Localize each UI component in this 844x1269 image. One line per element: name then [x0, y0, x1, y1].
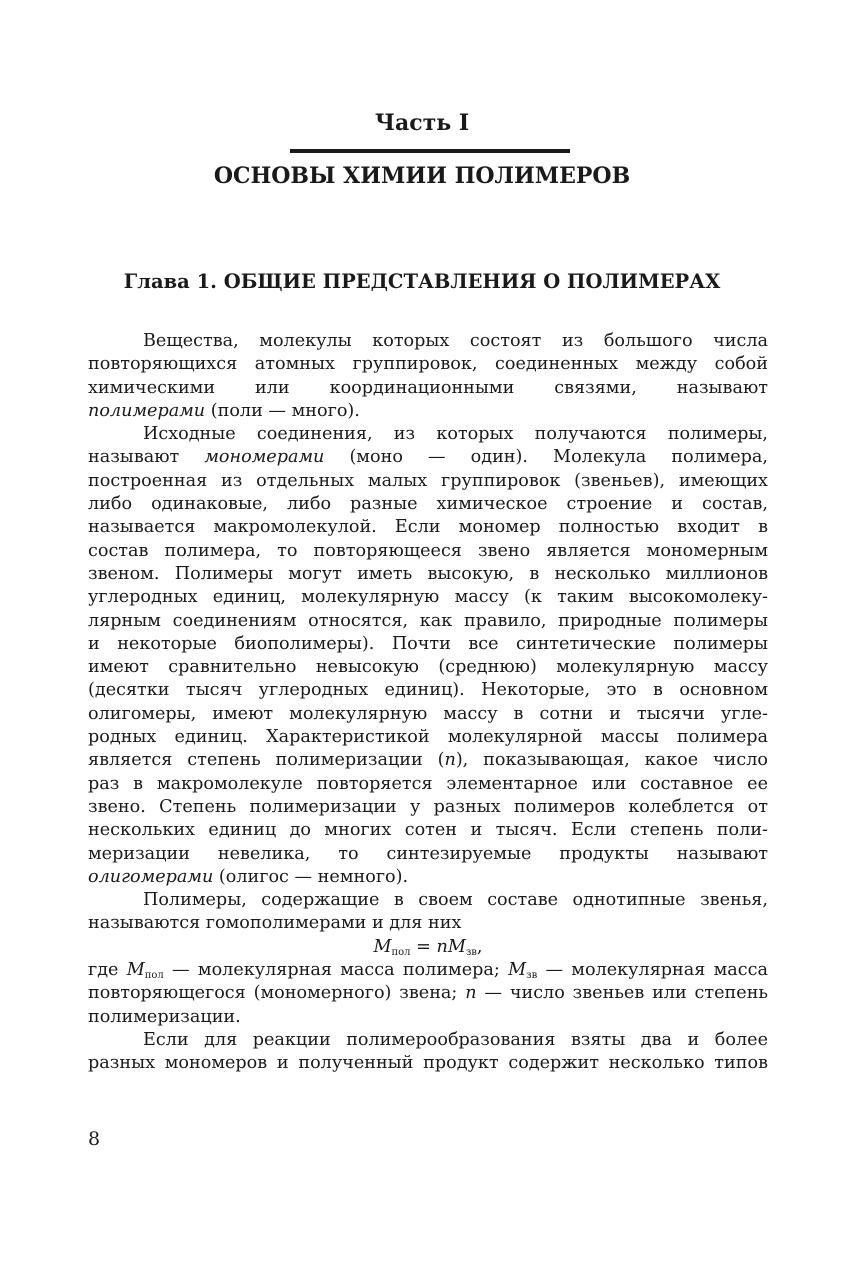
text-line: называется макромолекулой. Если мономер полностью входит в	[88, 517, 768, 538]
body-text	[88, 330, 768, 1076]
part-title: Часть I	[374, 110, 470, 136]
text-line: родных единиц. Характеристикой молекулярной массы полимера	[88, 727, 768, 748]
text-line: звено. Степень полимеризации у разных полимеров колеблется от	[88, 796, 768, 817]
text-line: имеют сравнительно невысокую (среднюю) молекулярную массу	[88, 657, 768, 678]
page-number: 8	[88, 1128, 101, 1150]
text-line: либо одинаковые, либо разные химическое строение и состав,	[88, 494, 768, 515]
text-line: разных мономеров и полученный продукт содержит несколько типов	[88, 1053, 768, 1074]
text-line: лярным соединениям относятся, как правило, природные полимеры	[88, 610, 768, 631]
text-line: звеном. Полимеры могут иметь высокую, в несколько миллионов	[88, 563, 768, 584]
text-line: Вещества, молекулы которых состоят из большого числа	[143, 331, 768, 351]
formula: $M_{пол} = nM_{зв}$,	[373, 936, 483, 958]
text-line: олигомеры, имеют молекулярную массу в сотни и тысячи угле-	[88, 703, 768, 724]
term-monomers: мономерами	[204, 447, 325, 468]
main-title: ОСНОВЫ ХИМИИ ПОЛИМЕРОВ	[213, 163, 631, 189]
text-line: состав полимера, то повторяющееся звено является мономерным	[88, 540, 768, 561]
text-line: полимеризации.	[88, 1006, 241, 1027]
term-oligomers: олигомерами	[88, 866, 214, 887]
text-line: нескольких единиц до многих сотен и тысяч. Если степень поли-	[88, 820, 768, 841]
text-line: повторяющихся атомных группировок, соединенных между собой	[88, 354, 768, 375]
text-line: химическими или координационными связями, называют	[88, 377, 768, 398]
text-line: повторяющегося (мономерного) звена; n — число звеньев или степень	[88, 983, 768, 1004]
text-line: где $M_{пол}$ — молекулярная масса полимера; $M_{зв}$ — молекулярная масса	[88, 960, 768, 982]
text-line: является степень полимеризации (n), показывающая, какое число	[88, 750, 769, 771]
text-line: углеродных единиц, молекулярную массу (к таким высокомолеку-	[88, 587, 768, 608]
text-line: (десятки тысяч углеродных единиц). Некоторые, это в основном	[88, 680, 768, 701]
text-line: и некоторые биополимеры). Почти все синтетические полимеры	[88, 633, 768, 654]
text-line: меризации невелика, то синтезируемые продукты называют	[88, 843, 768, 864]
text-line: полимерами (поли — много).	[88, 400, 360, 421]
chapter-title: Глава 1. ОБЩИЕ ПРЕДСТАВЛЕНИЯ О ПОЛИМЕРАХ	[123, 270, 721, 293]
text-line: раз в макромолекуле повторяется элементарное или составное ее	[88, 773, 768, 794]
text-line: построенная из отдельных малых группировок (звеньев), имеющих	[88, 470, 768, 491]
title-divider	[290, 149, 570, 153]
text-line: Исходные соединения, из которых получаются полимеры,	[143, 424, 768, 445]
text-line: Полимеры, содержащие в своем составе однотипные звенья,	[143, 890, 768, 911]
text-line: называют мономерами (моно — один). Молекула полимера,	[88, 447, 768, 468]
text-line: Если для реакции полимерообразования взяты два и более	[143, 1029, 768, 1050]
text-line: называются гомополимерами и для них	[88, 913, 462, 934]
text-line: олигомерами (олигос — немного).	[88, 866, 409, 887]
term-polymers: полимерами	[88, 400, 206, 421]
